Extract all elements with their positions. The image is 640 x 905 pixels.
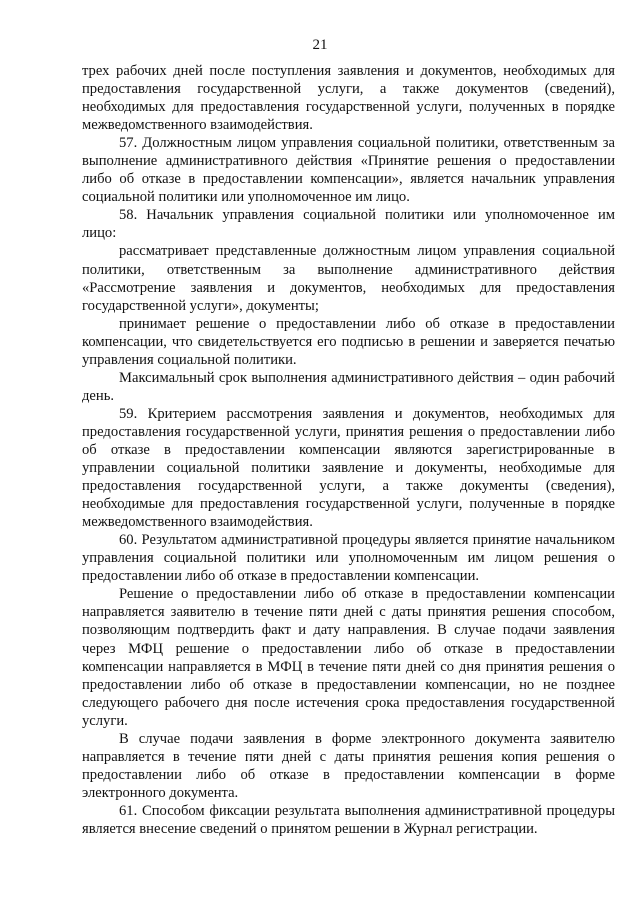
paragraph-59: 59. Критерием рассмотрения заявления и документов, необходимых для предоставления государственной услуги, принятия решения о предоставлении либо об отказе в предоставлении компенсации являются зарегистрированные в управлении социальной политики заявление и документы, необходимые для предоставления государственной услуги, а также документы (сведения), необходимые для предоставления государственной услуги, полученные в порядке межведомственного взаимодействия. (82, 405, 615, 531)
paragraph-electronic-delivery: В случае подачи заявления в форме электронного документа заявителю направляется в течение пяти дней с даты принятия решения копия решения о предоставлении либо об отказе в предоставлении компенсации в форме электронного документа. (82, 730, 615, 801)
paragraph-58: 58. Начальник управления социальной политики или уполномоченное им лицо: (82, 207, 615, 242)
paragraph-58-item-review: рассматривает представленные должностным лицом управления социальной политики, ответственным за выполнение административного действия «Рассмотрение заявления и документов, необходимых для предоставления государственной услуги», документы; (82, 243, 615, 314)
paragraph-max-duration: Максимальный срок выполнения административного действия – один рабочий день. (82, 369, 615, 404)
page-body (82, 62, 615, 838)
paragraph-decision-delivery: Решение о предоставлении либо об отказе в предоставлении компенсации направляется заявителю в течение пяти дней с даты принятия решения способом, позволяющим подтвердить факт и дату направления. В случае подачи заявления через МФЦ решение о предоставлении либо об отказе в предоставлении компенсации направляется в МФЦ в течение пяти дней со дня принятия решения о предоставлении либо об отказе в предоставлении компенсации, но не позднее следующего рабочего дня после истечения срока предоставления государственной услуги. (82, 586, 615, 729)
paragraph-60: 60. Результатом административной процедуры является принятие начальником управления социальной политики или уполномоченным им лицом решения о предоставлении либо об отказе в предоставлении компенсации. (82, 532, 615, 585)
paragraph-continuation: трех рабочих дней после поступления заявления и документов, необходимых для предоставления государственной услуги, а также документов (сведений), необходимых для предоставления государственной услуги, полученных в порядке межведомственного взаимодействия. (82, 63, 615, 134)
paragraph-58-item-decision: принимает решение о предоставлении либо об отказе в предоставлении компенсации, что свидетельствуется его подписью в решении и заверяется печатью управления социальной политики. (82, 315, 615, 368)
paragraph-57: 57. Должностным лицом управления социальной политики, ответственным за выполнение административного действия «Принятие решения о предоставлении либо об отказе в предоставлении компенсации», является начальник управления социальной политики или уполномоченное им лицо. (82, 135, 615, 206)
page-number: 21 (312, 37, 328, 53)
paragraph-61: 61. Способом фиксации результата выполнения административной процедуры является внесение сведений о принятом решении в Журнал регистрации. (82, 802, 615, 837)
